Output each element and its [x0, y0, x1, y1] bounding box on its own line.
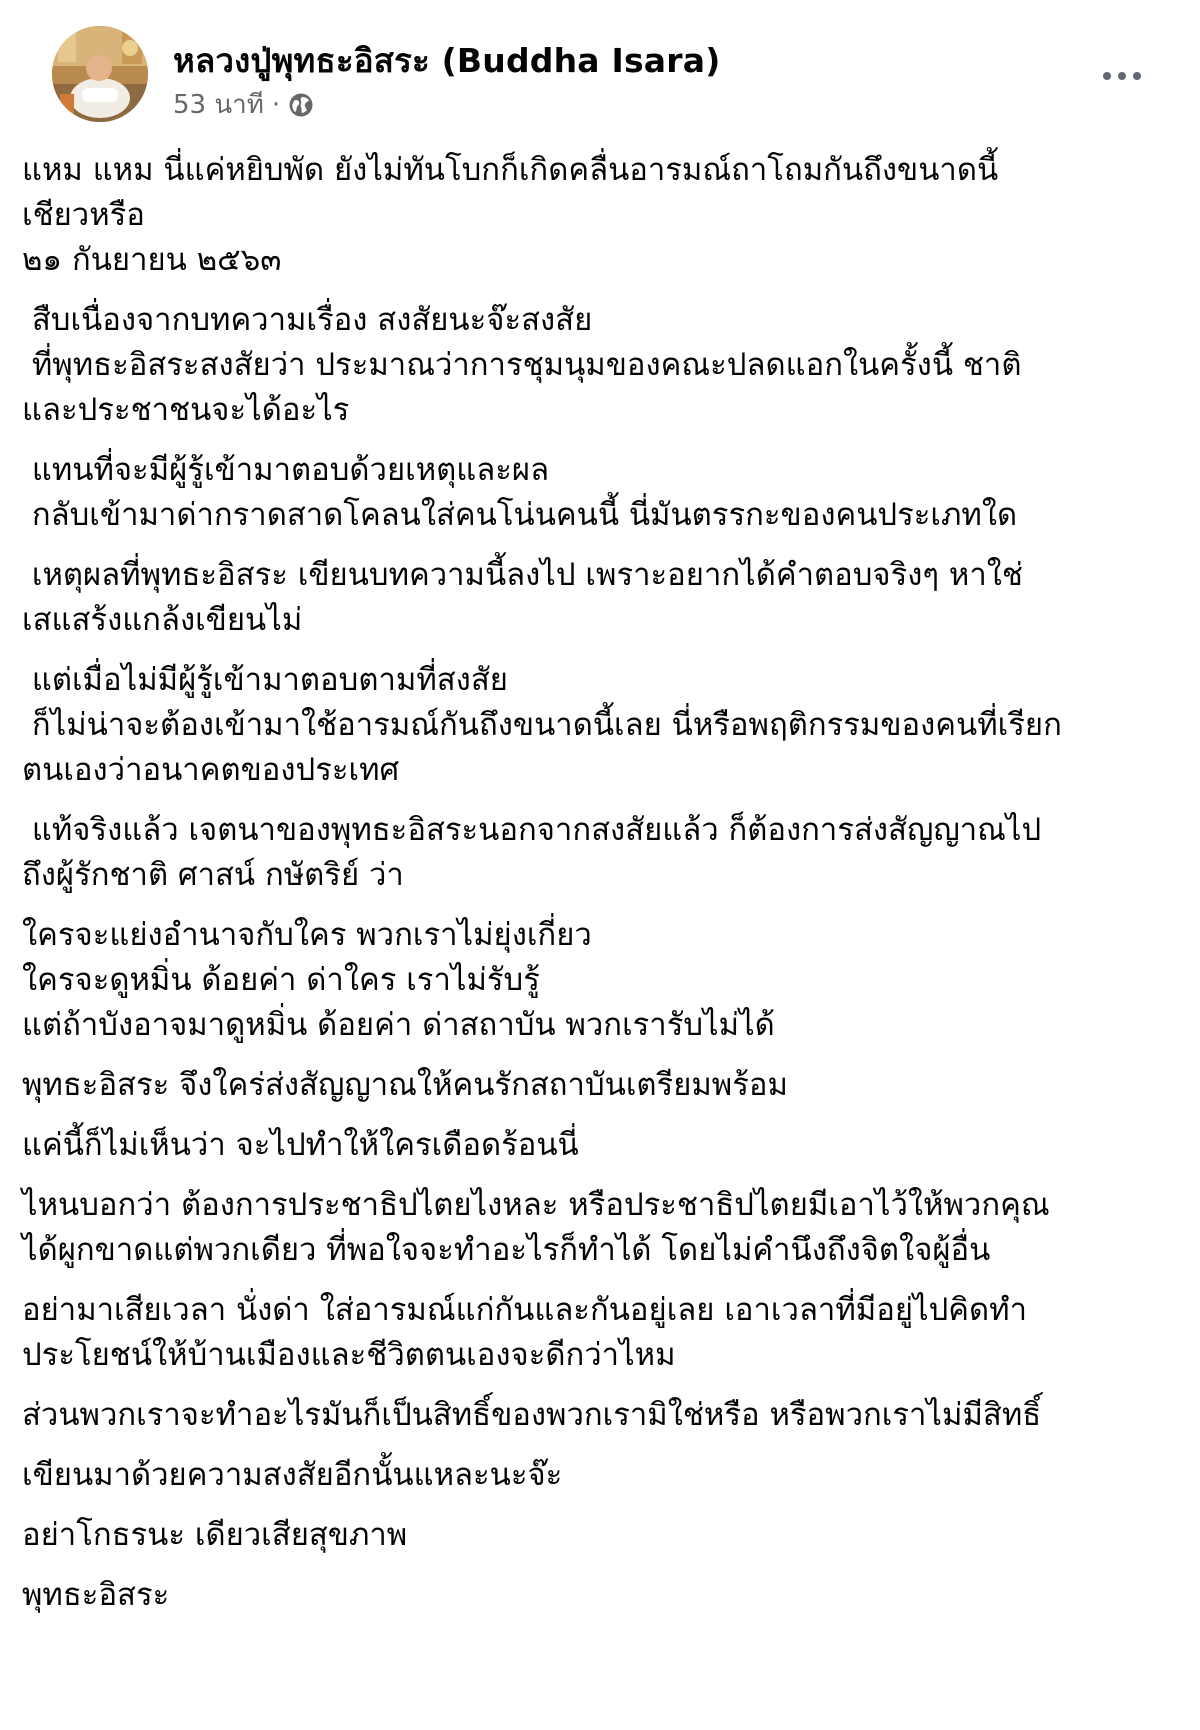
post-text-line: พุทธะอิสระ — [22, 1577, 170, 1613]
post-paragraph — [22, 658, 1182, 793]
post-paragraph — [22, 913, 1182, 1048]
post-text-line: แท้จริงแล้ว เจตนาของพุทธะอิสระนอกจากสงสัยแล้ว ก็ต้องการส่งสัญญาณไป — [22, 812, 1042, 848]
post-text-line: อย่ามาเสียเวลา นั่งด่า ใส่อารมณ์แก่กันและกันอยู่เลย เอาเวลาที่มีอยู่ไปคิดทำ — [22, 1292, 1027, 1328]
author-name[interactable]: หลวงปู่พุทธะอิสระ (Buddha Isara) — [173, 41, 721, 80]
post-text-line: ใครจะแย่งอำนาจกับใคร พวกเราไม่ยุ่งเกี่ยว — [22, 917, 592, 953]
post-text-line: ๒๑ กันยายน ๒๕๖๓ — [22, 242, 282, 278]
post-text-line: และประชาชนจะได้อะไร — [22, 392, 350, 428]
post-paragraph — [22, 1513, 1182, 1558]
globe-icon[interactable] — [288, 92, 314, 118]
post-text-line: ก็ไม่น่าจะต้องเข้ามาใช้อารมณ์กันถึงขนาดนี้เลย นี่หรือพฤติกรรมของคนที่เรียก — [22, 707, 1062, 743]
post-text-line: พุทธะอิสระ จึงใคร่ส่งสัญญาณให้คนรักสถาบันเตรียมพร้อม — [22, 1067, 788, 1103]
post-text-line: ไหนบอกว่า ต้องการประชาธิปไตยไงหละ หรือประชาธิปไตยมีเอาไว้ให้พวกคุณ — [22, 1187, 1050, 1223]
post-paragraph — [22, 148, 1182, 283]
meta-separator: · — [271, 89, 281, 120]
post-timestamp[interactable]: 53 นาที — [173, 90, 264, 120]
post-text-line: แหม แหม นี่แค่หยิบพัด ยังไม่ทันโบกก็เกิดคลื่นอารมณ์ถาโถมกันถึงขนาดนี้ — [22, 152, 999, 188]
more-options-icon — [1102, 71, 1142, 81]
post-text-line: ใครจะดูหมิ่น ด้อยค่า ด่าใคร เราไม่รับรู้ — [22, 962, 540, 998]
post-text-line: แต่เมื่อไม่มีผู้รู้เข้ามาตอบตามที่สงสัย — [22, 662, 508, 698]
post-paragraph — [22, 808, 1182, 898]
post-meta — [173, 84, 314, 125]
post-paragraph — [22, 298, 1182, 433]
post-paragraph — [22, 1453, 1182, 1498]
post-text-line: กลับเข้ามาด่ากราดสาดโคลนใส่คนโน่นคนนี้ นี่มันตรรกะของคนประเภทใด — [22, 497, 1018, 533]
post-text-line: อย่าโกธรนะ เดียวเสียสุขภาพ — [22, 1517, 408, 1553]
post-text-line: ที่พุทธะอิสระสงสัยว่า ประมาณว่าการชุมนุมของคณะปลดแอกในครั้งนี้ ชาติ — [22, 347, 1022, 383]
post-text-line: เสแสร้งแกล้งเขียนไม่ — [22, 602, 303, 638]
post-header — [52, 26, 1162, 126]
post-text-line: เหตุผลที่พุทธะอิสระ เขียนบทความนี้ลงไป เพราะอยากได้คำตอบจริงๆ หาใช่ — [22, 557, 1023, 593]
post-text-line: ถึงผู้รักชาติ ศาสน์ กษัตริย์ ว่า — [22, 857, 404, 893]
post-text-line: ได้ผูกขาดแต่พวกเดียว ที่พอใจจะทำอะไรก็ทำได้ โดยไม่คำนึงถึงจิตใจผู้อื่น — [22, 1232, 991, 1268]
post-paragraph — [22, 553, 1182, 643]
post-paragraph — [22, 1288, 1182, 1378]
post-paragraph — [22, 1123, 1182, 1168]
avatar[interactable] — [52, 26, 148, 122]
post-text-line: เขียนมาด้วยความสงสัยอีกนั้นแหละนะจ๊ะ — [22, 1457, 563, 1493]
post-text-line: เชียวหรือ — [22, 197, 145, 233]
post-paragraph — [22, 1393, 1182, 1438]
avatar-image — [52, 26, 148, 122]
post-paragraph — [22, 1063, 1182, 1108]
post-paragraph — [22, 1573, 1182, 1618]
more-options-button[interactable] — [1092, 56, 1152, 96]
post-text-line: ส่วนพวกเราจะทำอะไรมันก็เป็นสิทธิ์ของพวกเรามิใช่หรือ หรือพวกเราไม่มีสิทธิ์ — [22, 1397, 1042, 1433]
post-text-line: แต่ถ้าบังอาจมาดูหมิ่น ด้อยค่า ด่าสถาบัน พวกเรารับไม่ได้ — [22, 1007, 775, 1043]
post-text-line: แทนที่จะมีผู้รู้เข้ามาตอบด้วยเหตุและผล — [22, 452, 550, 488]
post-text-line: ประโยชน์ให้บ้านเมืองและชีวิตตนเองจะดีกว่าไหม — [22, 1337, 676, 1373]
post-body — [22, 148, 1182, 1633]
post-text-line: ตนเองว่าอนาคตของประเทศ — [22, 752, 400, 788]
post-paragraph — [22, 1183, 1182, 1273]
post-text-line: แค่นี้ก็ไม่เห็นว่า จะไปทำให้ใครเดือดร้อนนี่ — [22, 1127, 579, 1163]
post-text-line: สืบเนื่องจากบทความเรื่อง สงสัยนะจ๊ะสงสัย — [22, 302, 593, 338]
post-paragraph — [22, 448, 1182, 538]
